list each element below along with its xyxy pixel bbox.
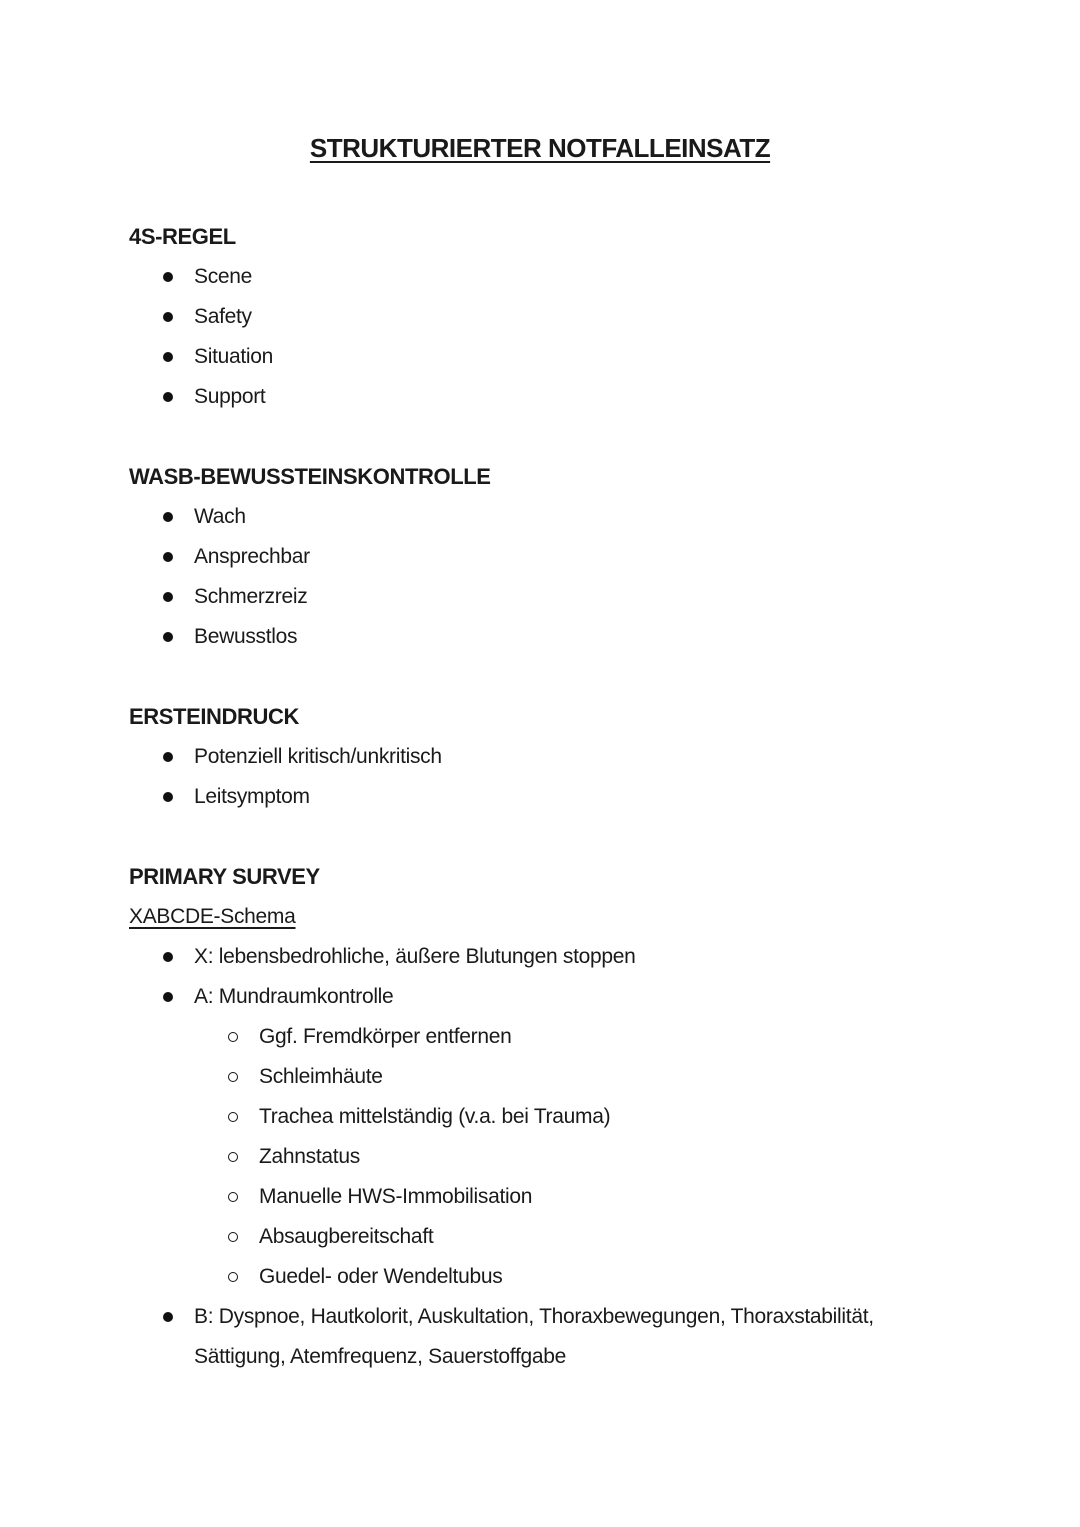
list-item: [129, 337, 979, 377]
sub-list-item: [194, 1257, 909, 1297]
list-item: [129, 497, 979, 537]
list-item: [129, 297, 979, 337]
bullet-circle-icon: [228, 1192, 238, 1202]
page-title: [0, 128, 1080, 168]
bullet-dot-icon: [163, 512, 173, 522]
bullet-circle-icon: [228, 1112, 238, 1122]
section-heading: 4S-REGEL: [129, 224, 236, 249]
bullet-dot-icon: [163, 952, 173, 962]
list-item-text: X: lebensbedrohliche, äußere Blutungen stoppen: [194, 945, 636, 968]
sub-list-item-text: Zahnstatus: [259, 1145, 360, 1168]
bullet-dot-icon: [163, 352, 173, 362]
list-item-text: Leitsymptom: [194, 785, 310, 808]
bullet-dot-icon: [163, 992, 173, 1002]
sub-list-item: [194, 1177, 909, 1217]
list-item: [129, 777, 979, 817]
list-item: [129, 577, 979, 617]
bullet-list: [129, 497, 979, 657]
list-item-text: Support: [194, 385, 266, 408]
bullet-dot-icon: [163, 792, 173, 802]
bullet-list: [129, 737, 979, 817]
bullet-dot-icon: [163, 592, 173, 602]
section-4s-regel: [129, 217, 979, 417]
bullet-circle-icon: [228, 1032, 238, 1042]
list-item-text: B: Dyspnoe, Hautkolorit, Auskultation, Thoraxbewegungen, Thoraxstabilität, Sättigung, Atemfrequenz, Sauerstoffgabe: [194, 1305, 874, 1368]
section-subheading: XABCDE-Schema: [129, 905, 296, 928]
sub-list-item-text: Absaugbereitschaft: [259, 1225, 434, 1248]
section-primary-survey: [129, 857, 909, 1377]
list-item-text: Safety: [194, 305, 252, 328]
sub-list-item: [194, 1137, 909, 1177]
sub-list-item: [194, 1097, 909, 1137]
bullet-dot-icon: [163, 1312, 173, 1322]
section-wasb: [129, 457, 979, 657]
list-item-text: Schmerzreiz: [194, 585, 308, 608]
list-item-text: Bewusstlos: [194, 625, 298, 648]
section-heading: PRIMARY SURVEY: [129, 864, 320, 889]
section-ersteindruck: [129, 697, 979, 817]
list-item-text: Ansprechbar: [194, 545, 310, 568]
sub-list-item: [194, 1217, 909, 1257]
sub-list-item-text: Manuelle HWS-Immobilisation: [259, 1185, 533, 1208]
sub-list-item-text: Schleimhäute: [259, 1065, 383, 1088]
list-item: [129, 737, 979, 777]
list-item: [129, 537, 979, 577]
page-title-text: STRUKTURIERTER NOTFALLEINSATZ: [309, 133, 771, 163]
bullet-list: [129, 937, 909, 1377]
bullet-dot-icon: [163, 392, 173, 402]
list-item: [129, 377, 979, 417]
section-heading: WASB-BEWUSSTEINSKONTROLLE: [129, 464, 491, 489]
list-item-text: A: Mundraumkontrolle: [194, 985, 394, 1008]
sub-list-item: [194, 1057, 909, 1097]
list-item: [129, 257, 979, 297]
list-item: [129, 1297, 909, 1377]
sub-bullet-list: [194, 1017, 909, 1297]
bullet-list: [129, 257, 979, 417]
sub-list-item-text: Ggf. Fremdkörper entfernen: [259, 1025, 512, 1048]
sub-list-item-text: Guedel- oder Wendeltubus: [259, 1265, 503, 1288]
bullet-dot-icon: [163, 552, 173, 562]
list-item: [129, 977, 909, 1297]
bullet-dot-icon: [163, 312, 173, 322]
list-item: [129, 937, 909, 977]
sub-list-item: [194, 1017, 909, 1057]
bullet-dot-icon: [163, 272, 173, 282]
list-item-text: Potenziell kritisch/unkritisch: [194, 745, 442, 768]
list-item-text: Situation: [194, 345, 274, 368]
list-item: [129, 617, 979, 657]
bullet-circle-icon: [228, 1272, 238, 1282]
list-item-text: Scene: [194, 265, 253, 288]
bullet-circle-icon: [228, 1232, 238, 1242]
sub-list-item-text: Trachea mittelständig (v.a. bei Trauma): [259, 1105, 611, 1128]
bullet-dot-icon: [163, 632, 173, 642]
bullet-circle-icon: [228, 1072, 238, 1082]
bullet-dot-icon: [163, 752, 173, 762]
section-heading: ERSTEINDRUCK: [129, 704, 299, 729]
list-item-text: Wach: [194, 505, 246, 528]
bullet-circle-icon: [228, 1152, 238, 1162]
